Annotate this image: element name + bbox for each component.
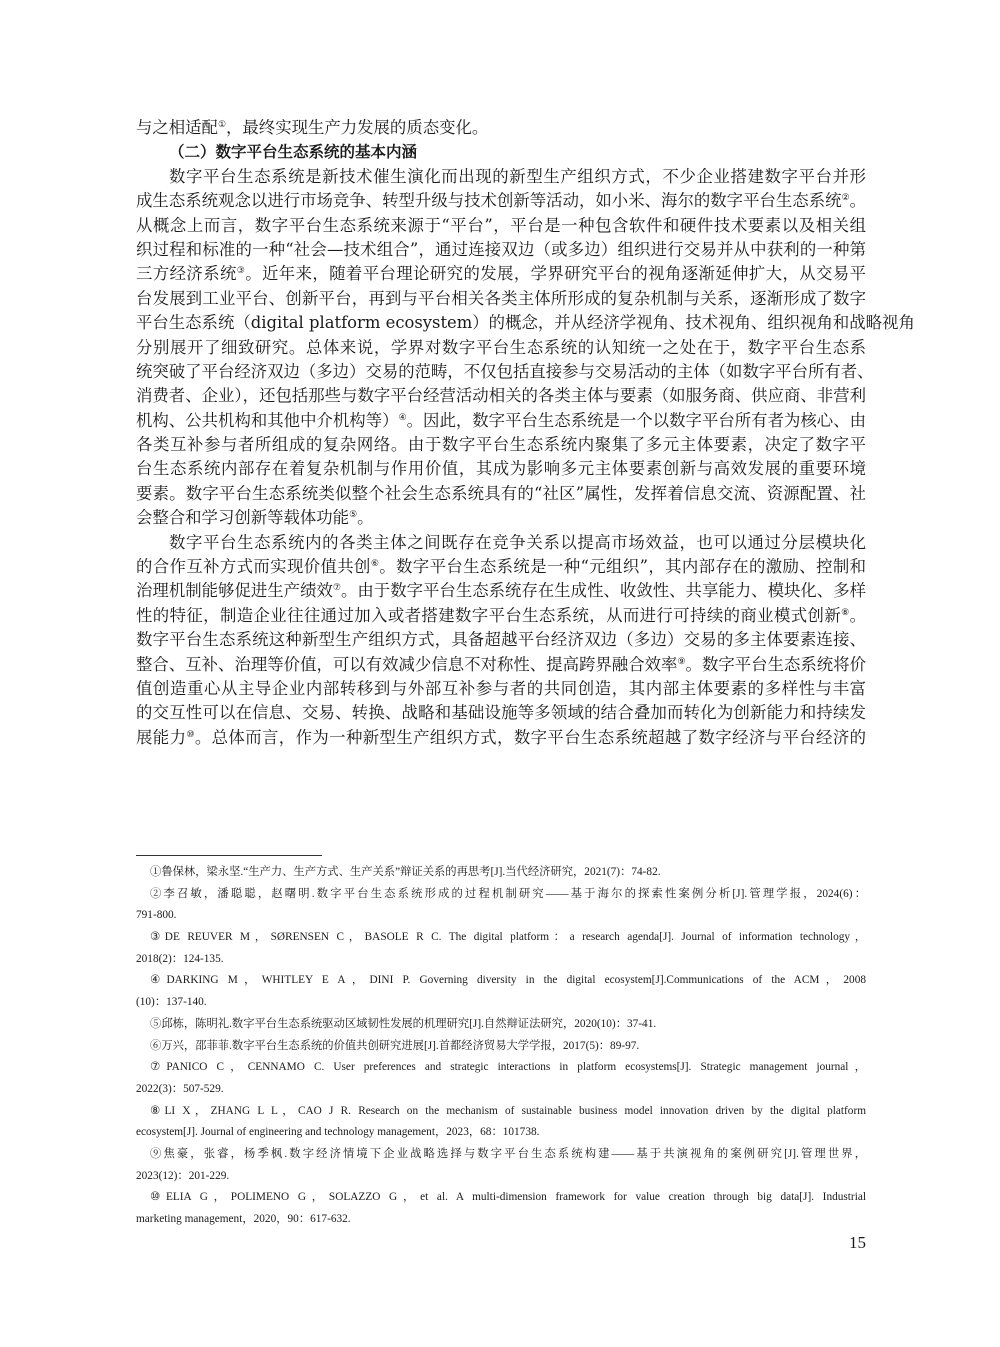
footnotes: [136, 862, 866, 1231]
footnote-ref[interactable]: ④: [398, 412, 407, 423]
paragraph-line: [136, 653, 866, 677]
section-heading: （二）数字平台生态系统的基本内涵: [169, 143, 418, 162]
paragraph-line: [136, 287, 866, 311]
footnote-text: ELIA G，POLIMENO G，SOLAZZO G，et al. A multi-dimension framework for value creation through big data[J]. Industrial: [165, 1191, 866, 1204]
paragraph-line: [136, 238, 866, 262]
footnote-line: [136, 1079, 866, 1101]
footnote-marker: ⑤: [150, 1017, 162, 1030]
paragraph-line: [136, 311, 915, 335]
line-text: 的合作互补方式而实现价值共创: [136, 557, 371, 577]
footnote-item: [136, 1014, 866, 1036]
footnote-item: [136, 927, 866, 970]
line-text: 整合、互补、治理等价值，可以有效减少信息不对称性、提高跨界融合效率: [136, 654, 678, 674]
footnote-text: 李召敏，潘聪聪，赵曙明.数字平台生态系统形成的过程机制研究——基于海尔的探索性案例分析[J].管理学报，2024(6)：: [163, 887, 866, 900]
footnote-line: [136, 927, 866, 949]
footnote-text: 2022(3)：507-529.: [136, 1082, 224, 1095]
footnote-text: 邱栋，陈明礼.数字平台生态系统驱动区域韧性发展的机理研究[J].自然辩证法研究，2020(10)：37-41.: [161, 1017, 657, 1030]
line-text: 分别展开了细致研究。总体来说，学界对数字平台生态系统的认知统一之处在于，数字平台生态系: [136, 337, 866, 357]
footnote-line: [136, 1209, 866, 1231]
footnote-item: [136, 1057, 866, 1100]
footnote-text: 鲁保林，梁永坚.“生产力、生产方式、生产关系”辩证关系的再思考[J].当代经济研究，2021(7)：74-82.: [161, 866, 661, 878]
line-text: 数字平台生态系统是新技术催生演化而出现的新型生产组织方式，不少企业搭建数字平台并形: [169, 166, 866, 186]
line-text: 各类互补参与者所组成的复杂网络。由于数字平台生态系统内聚集了多元主体要素，决定了数字平: [136, 435, 866, 455]
footnote-line: [136, 862, 866, 884]
footnote-ref[interactable]: ②: [841, 193, 850, 204]
footnote-item: [136, 862, 866, 884]
paragraph-line: [136, 604, 866, 628]
footnote-divider: [136, 855, 322, 856]
line-text: 台生态系统内部存在着复杂机制与作用价值，其成为影响多元主体要素创新与高效发展的重要环境: [136, 459, 866, 479]
line-text: 治理机制能够促进生产绩效: [136, 581, 333, 601]
footnote-item: [136, 1144, 866, 1187]
footnote-ref[interactable]: ⑨: [677, 656, 686, 667]
footnote-text: 2023(12)：201-229.: [136, 1169, 230, 1182]
paragraph-line: [136, 677, 866, 701]
line-text: 数字平台生态系统这种新型生产组织方式，具备超越平台经济双边（多边）交易的多主体要素连接、: [136, 630, 866, 650]
page-number: 15: [849, 1233, 866, 1252]
paragraph-line: [136, 165, 866, 189]
line-text: 台发展到工业平台、创新平台，再到与平台相关各类主体所形成的复杂机制与关系，逐渐形成了数字: [136, 288, 866, 308]
footnote-line: [136, 1101, 866, 1123]
footnote-item: [136, 1187, 866, 1230]
footnote-item: [136, 884, 866, 927]
footnote-text: PANICO C，CENNAMO C. User preferences and strategic interactions in platform ecosystems[J]. Strategic management journal，: [166, 1061, 866, 1074]
footnote-item: [136, 1101, 866, 1144]
footnote-ref[interactable]: ⑥: [370, 559, 380, 570]
footnote-line: [136, 1187, 866, 1209]
footnote-line: [136, 949, 866, 971]
line-text: 从概念上而言，数字平台生态系统来源于“平台”，平台是一种包含软件和硬件技术要素以及相关组: [136, 215, 866, 235]
footnote-marker: ④: [150, 974, 167, 987]
footnote-line: [136, 1036, 866, 1058]
paragraph-line: [136, 701, 866, 725]
paragraph-line: [136, 262, 866, 286]
footnote-text: (10)：137-140.: [136, 996, 207, 1009]
footnote-ref[interactable]: ⑤: [349, 510, 358, 521]
line-text: 机构、公共机构和其他中介机构等）: [136, 410, 399, 430]
line-text: 成生态系统观念以进行市场竞争、转型升级与技术创新等活动，如小米、海尔的数字平台生态系统: [136, 191, 842, 211]
line-text-after: 。: [849, 191, 866, 211]
footnote-line: [136, 992, 866, 1014]
line-text-after: 。总体而言，作为一种新型生产组织方式，数字平台生态系统超越了数字经济与平台经济的: [194, 727, 866, 747]
paragraph-line: [136, 360, 874, 384]
line-text: 的交互性可以在信息、交易、转换、战略和基础设施等多领域的结合叠加而转化为创新能力和持续发: [136, 703, 866, 723]
paragraph-line: [136, 531, 866, 555]
line-text-after: 。: [357, 508, 374, 528]
footnote-marker: ②: [150, 887, 164, 900]
line-text-after: 。: [849, 605, 866, 625]
paragraph-line: [136, 482, 866, 506]
footnote-line: [136, 1144, 866, 1166]
footnote-text: LI X，ZHANG L L，CAO J R. Research on the mechanism of sustainable business model innovation driven by the digital platform: [164, 1104, 866, 1117]
line-text-after: ，最终实现生产力发展的质态变化。: [226, 118, 489, 137]
paragraph-line: [136, 189, 866, 213]
line-text: 值创造重心从主导企业内部转移到与外部互补参与者的共同创造，其内部主体要素的多样性与丰富: [136, 678, 866, 698]
footnote-marker: ⑧: [150, 1104, 165, 1117]
line-text: 三方经济系统: [136, 264, 237, 284]
footnote-text: DE REUVER M，SØRENSEN C，BASOLE R C. The digital platform：a research agenda[J]. Journal of information technology，: [164, 931, 866, 944]
paragraph-line: [136, 214, 866, 238]
paragraph-line: [136, 555, 866, 579]
footnote-line: [136, 1166, 866, 1188]
footnote-ref[interactable]: ③: [236, 266, 246, 277]
paragraph-line: [136, 384, 866, 408]
footnote-text: DARKING M，WHITLEY E A，DINI P. Governing diversity in the digital ecosystem[J].Communications of the ACM，2008: [166, 974, 866, 987]
line-text: 性的特征，制造企业往往通过加入或者搭建数字平台生态系统，从而进行可持续的商业模式创新: [136, 605, 842, 625]
footnote-marker: ①: [150, 866, 162, 878]
footnote-ref[interactable]: ①: [217, 120, 227, 130]
footnote-text: 万兴，邵菲菲.数字平台生态系统的价值共创研究进展[J].首都经济贸易大学学报，2017(5)：89-97.: [161, 1039, 640, 1052]
line-text: 要素。数字平台生态系统类似整个社会生态系统具有的“社区”属性，发挥着信息交流、资源配置、社: [136, 483, 866, 503]
footnote-marker: ⑩: [150, 1191, 166, 1204]
footnote-text: 焦豪，张睿，杨季枫.数字经济情境下企业战略选择与数字平台生态系统构建——基于共演视角的案例研究[J].管理世界，: [163, 1147, 866, 1160]
footnote-text: marketing management，2020，90：617-632.: [136, 1213, 351, 1225]
footnote-line: [136, 1014, 866, 1036]
footnote-marker: ⑦: [150, 1061, 167, 1074]
footnote-ref[interactable]: ⑧: [841, 607, 850, 618]
line-text-after: 。由于数字平台生态系统存在生成性、收敛性、共享能力、模块化、多样: [340, 581, 866, 601]
line-text: 展能力: [136, 727, 187, 747]
line-text: 会整合和学习创新等载体功能: [136, 508, 350, 528]
footnote-marker: ⑨: [150, 1147, 164, 1160]
line-text: 数字平台生态系统内的各类主体之间既存在竞争关系以提高市场效益，也可以通过分层模块化: [169, 532, 866, 552]
footnote-ref[interactable]: ⑦: [332, 583, 341, 594]
footnote-text: 2018(2)：124-135.: [136, 952, 224, 965]
footnote-item: [136, 1036, 866, 1058]
footnote-marker: ⑥: [150, 1039, 162, 1052]
paragraph-line: [136, 457, 866, 481]
body-text: [136, 116, 915, 750]
footnote-ref[interactable]: ⑩: [186, 729, 195, 740]
paragraph-line: [136, 726, 866, 750]
line-text-after: 。近年来，随着平台理论研究的发展，学界研究平台的视角逐渐延伸扩大，从交易平: [245, 264, 866, 284]
paragraph-line: [136, 433, 866, 457]
footnote-text: ecosystem[J]. Journal of engineering and technology management，2023，68：101738.: [136, 1126, 540, 1139]
line-text: 织过程和标准的一种“社会—技术组合”，通过连接双边（或多边）组织进行交易并从中获利的一种第: [136, 239, 866, 259]
paragraph-line: [136, 506, 866, 530]
line-text-after: 。因此，数字平台生态系统是一个以数字平台所有者为核心、由: [406, 410, 867, 430]
footnote-marker: ③: [150, 931, 165, 944]
paragraph-line: [136, 336, 866, 360]
line-text: 消费者、企业），还包括那些与数字平台经营活动相关的各类主体与要素（如服务商、供应商、非营利: [136, 386, 866, 406]
footnote-line: [136, 1122, 866, 1144]
line-text-after: 。数字平台生态系统是一种“元组织”，其内部存在的激励、控制和: [379, 557, 867, 577]
footnote-line: [136, 905, 866, 927]
paragraph-line: [136, 409, 866, 433]
footnote-line: [136, 1057, 866, 1079]
line-text: 与之相适配: [136, 118, 218, 137]
line-text: 平台生态系统（digital platform ecosystem）的概念，并从经济学视角、技术视角、组织视角和战略视角: [136, 313, 915, 333]
paragraph-line: [136, 579, 866, 603]
footnote-item: [136, 970, 866, 1013]
paragraph-line: [136, 116, 866, 140]
line-text: 统突破了平台经济双边（多边）交易的范畴，不仅包括直接参与交易活动的主体（如数字平台所有者、: [136, 361, 874, 381]
footnote-line: [136, 970, 866, 992]
footnote-line: [136, 884, 866, 906]
paragraph-line: [136, 628, 866, 652]
footnote-text: 791-800.: [136, 909, 177, 922]
line-text-after: 。数字平台生态系统将价: [685, 654, 867, 674]
